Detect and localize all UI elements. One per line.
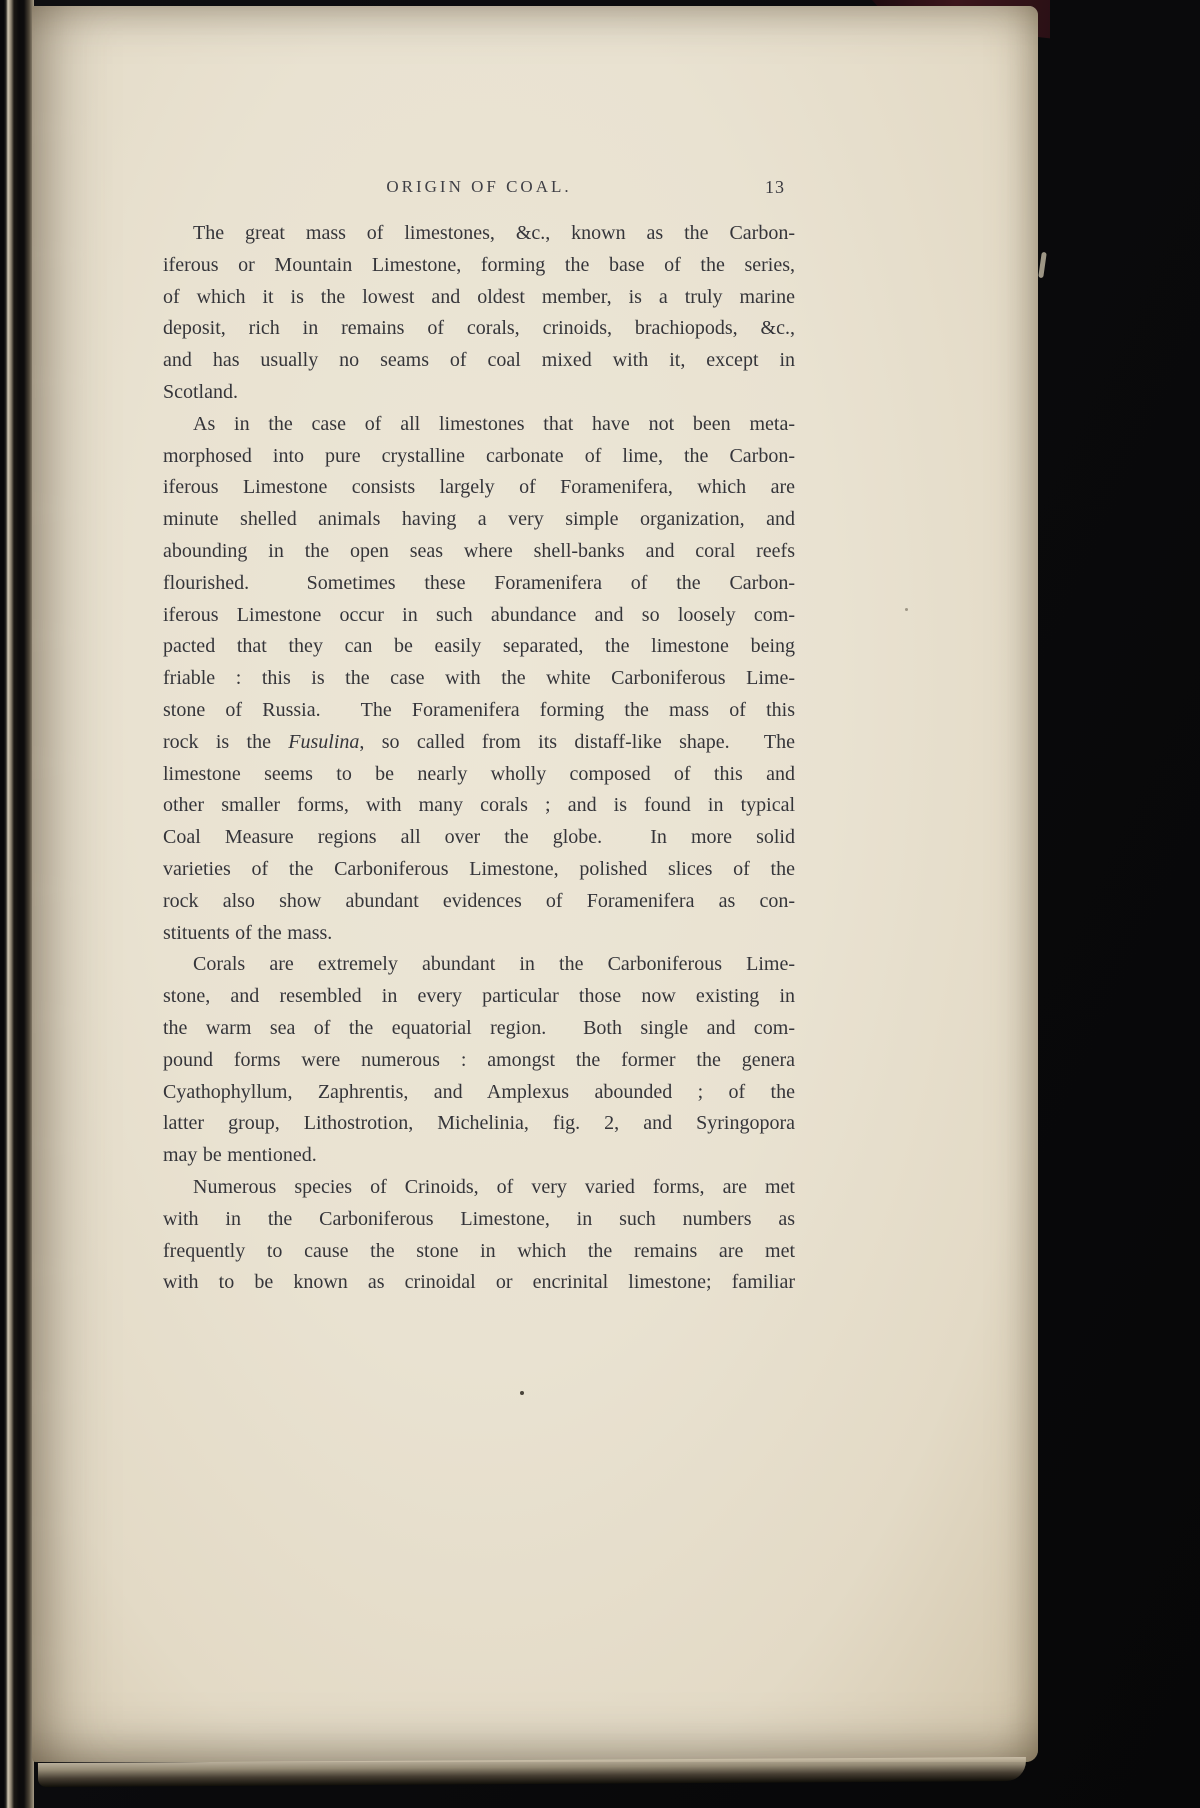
text-line bbox=[163, 981, 795, 1013]
text-line bbox=[163, 790, 795, 822]
text-segment: deposit, rich in remains of corals, crinoids, brachiopods, &c., bbox=[163, 317, 795, 340]
text-line bbox=[163, 409, 795, 441]
text-segment: iferous Limestone consists largely of Foramenifera, which are bbox=[163, 476, 795, 499]
text-segment: other smaller forms, with many corals ; and is found in typical bbox=[163, 794, 795, 817]
text-line bbox=[163, 854, 795, 886]
page-header bbox=[163, 177, 795, 203]
text-segment: the warm sea of the equatorial region. Both single and com- bbox=[163, 1016, 795, 1039]
text-line bbox=[163, 1108, 795, 1140]
text-line bbox=[163, 218, 795, 250]
text-segment: Cyathophyllum, Zaphrentis, and Amplexus abounded ; of the bbox=[163, 1080, 795, 1103]
text-line bbox=[163, 377, 795, 409]
text-line bbox=[163, 441, 795, 473]
text-line bbox=[163, 568, 795, 600]
text-line bbox=[163, 282, 795, 314]
text-segment: friable : this is the case with the white Carboniferous Lime- bbox=[163, 667, 795, 690]
text-line bbox=[163, 1236, 795, 1268]
page-stack-edge bbox=[38, 1757, 1026, 1787]
text-line bbox=[163, 663, 795, 695]
text-segment: and has usually no seams of coal mixed with it, except in bbox=[163, 349, 795, 372]
text-segment: iferous or Mountain Limestone, forming the base of the series, bbox=[163, 253, 795, 276]
text-segment: As in the case of all limestones that have not been meta- bbox=[193, 412, 795, 435]
text-line bbox=[163, 536, 795, 568]
text-line bbox=[163, 695, 795, 727]
text-segment: minute shelled animals having a very simple organization, and bbox=[163, 508, 795, 531]
text-segment: pacted that they can be easily separated, the limestone being bbox=[163, 635, 795, 658]
text-segment: stone of Russia. The Foramenifera forming the mass of this bbox=[163, 698, 795, 721]
text-line bbox=[163, 1140, 795, 1172]
text-segment: rock also show abundant evidences of Foramenifera as con- bbox=[163, 889, 795, 912]
text-segment: flourished. Sometimes these Foramenifera of the Carbon- bbox=[163, 571, 795, 594]
text-line bbox=[163, 822, 795, 854]
text-line bbox=[163, 1077, 795, 1109]
book-spine-edge bbox=[0, 0, 34, 1808]
text-line bbox=[163, 313, 795, 345]
running-head: ORIGIN OF COAL. bbox=[386, 177, 572, 196]
text-segment: limestone seems to be nearly wholly composed of this and bbox=[163, 762, 795, 785]
text-line bbox=[163, 250, 795, 282]
paragraph bbox=[163, 1172, 795, 1299]
text-segment: stituents of the mass. bbox=[163, 921, 333, 944]
text-segment: latter group, Lithostrotion, Michelinia, fig. 2, and Syringopora bbox=[163, 1112, 795, 1135]
text-line bbox=[163, 727, 795, 759]
text-segment: Coal Measure regions all over the globe. In more solid bbox=[163, 826, 795, 849]
text-line bbox=[163, 918, 795, 950]
paragraph bbox=[163, 409, 795, 950]
text-segment: morphosed into pure crystalline carbonate of lime, the Carbon- bbox=[163, 444, 795, 467]
text-block bbox=[163, 218, 795, 1299]
text-segment: may be mentioned. bbox=[163, 1144, 317, 1167]
text-segment: rock is the bbox=[163, 730, 289, 753]
book-page bbox=[32, 6, 1038, 1762]
text-line bbox=[163, 1172, 795, 1204]
italic-text-segment: Fusulina bbox=[288, 730, 360, 753]
text-segment: stone, and resembled in every particular those now existing in bbox=[163, 985, 795, 1008]
ink-speck bbox=[905, 608, 908, 611]
text-line bbox=[163, 631, 795, 663]
text-segment: frequently to cause the stone in which the remains are met bbox=[163, 1239, 795, 1262]
text-segment: , so called from its distaff-like shape. The bbox=[359, 730, 795, 753]
text-line bbox=[163, 472, 795, 504]
text-line bbox=[163, 1045, 795, 1077]
text-segment: Numerous species of Crinoids, of very varied forms, are met bbox=[193, 1175, 795, 1198]
paragraph bbox=[163, 218, 795, 409]
ink-speck bbox=[520, 1391, 524, 1395]
text-segment: of which it is the lowest and oldest member, is a truly marine bbox=[163, 285, 795, 308]
text-line bbox=[163, 345, 795, 377]
text-segment: Scotland. bbox=[163, 380, 238, 403]
text-line bbox=[163, 949, 795, 981]
text-segment: varieties of the Carboniferous Limestone, polished slices of the bbox=[163, 857, 795, 880]
text-segment: with to be known as crinoidal or encrinital limestone; familiar bbox=[163, 1271, 795, 1294]
text-line bbox=[163, 886, 795, 918]
paragraph bbox=[163, 949, 795, 1172]
text-line bbox=[163, 1204, 795, 1236]
text-segment: abounding in the open seas where shell-banks and coral reefs bbox=[163, 539, 795, 562]
text-segment: pound forms were numerous : amongst the former the genera bbox=[163, 1048, 795, 1071]
text-line bbox=[163, 1267, 795, 1299]
text-line bbox=[163, 1013, 795, 1045]
text-line bbox=[163, 504, 795, 536]
text-segment: with in the Carboniferous Limestone, in such numbers as bbox=[163, 1207, 795, 1230]
text-segment: iferous Limestone occur in such abundance and so loosely com- bbox=[163, 603, 795, 626]
text-line bbox=[163, 759, 795, 791]
text-segment: The great mass of limestones, &c., known as the Carbon- bbox=[193, 222, 795, 244]
page-edge-glint bbox=[1038, 252, 1047, 278]
text-line bbox=[163, 600, 795, 632]
text-segment: Corals are extremely abundant in the Carboniferous Lime- bbox=[193, 953, 795, 976]
page-number: 13 bbox=[765, 177, 785, 197]
